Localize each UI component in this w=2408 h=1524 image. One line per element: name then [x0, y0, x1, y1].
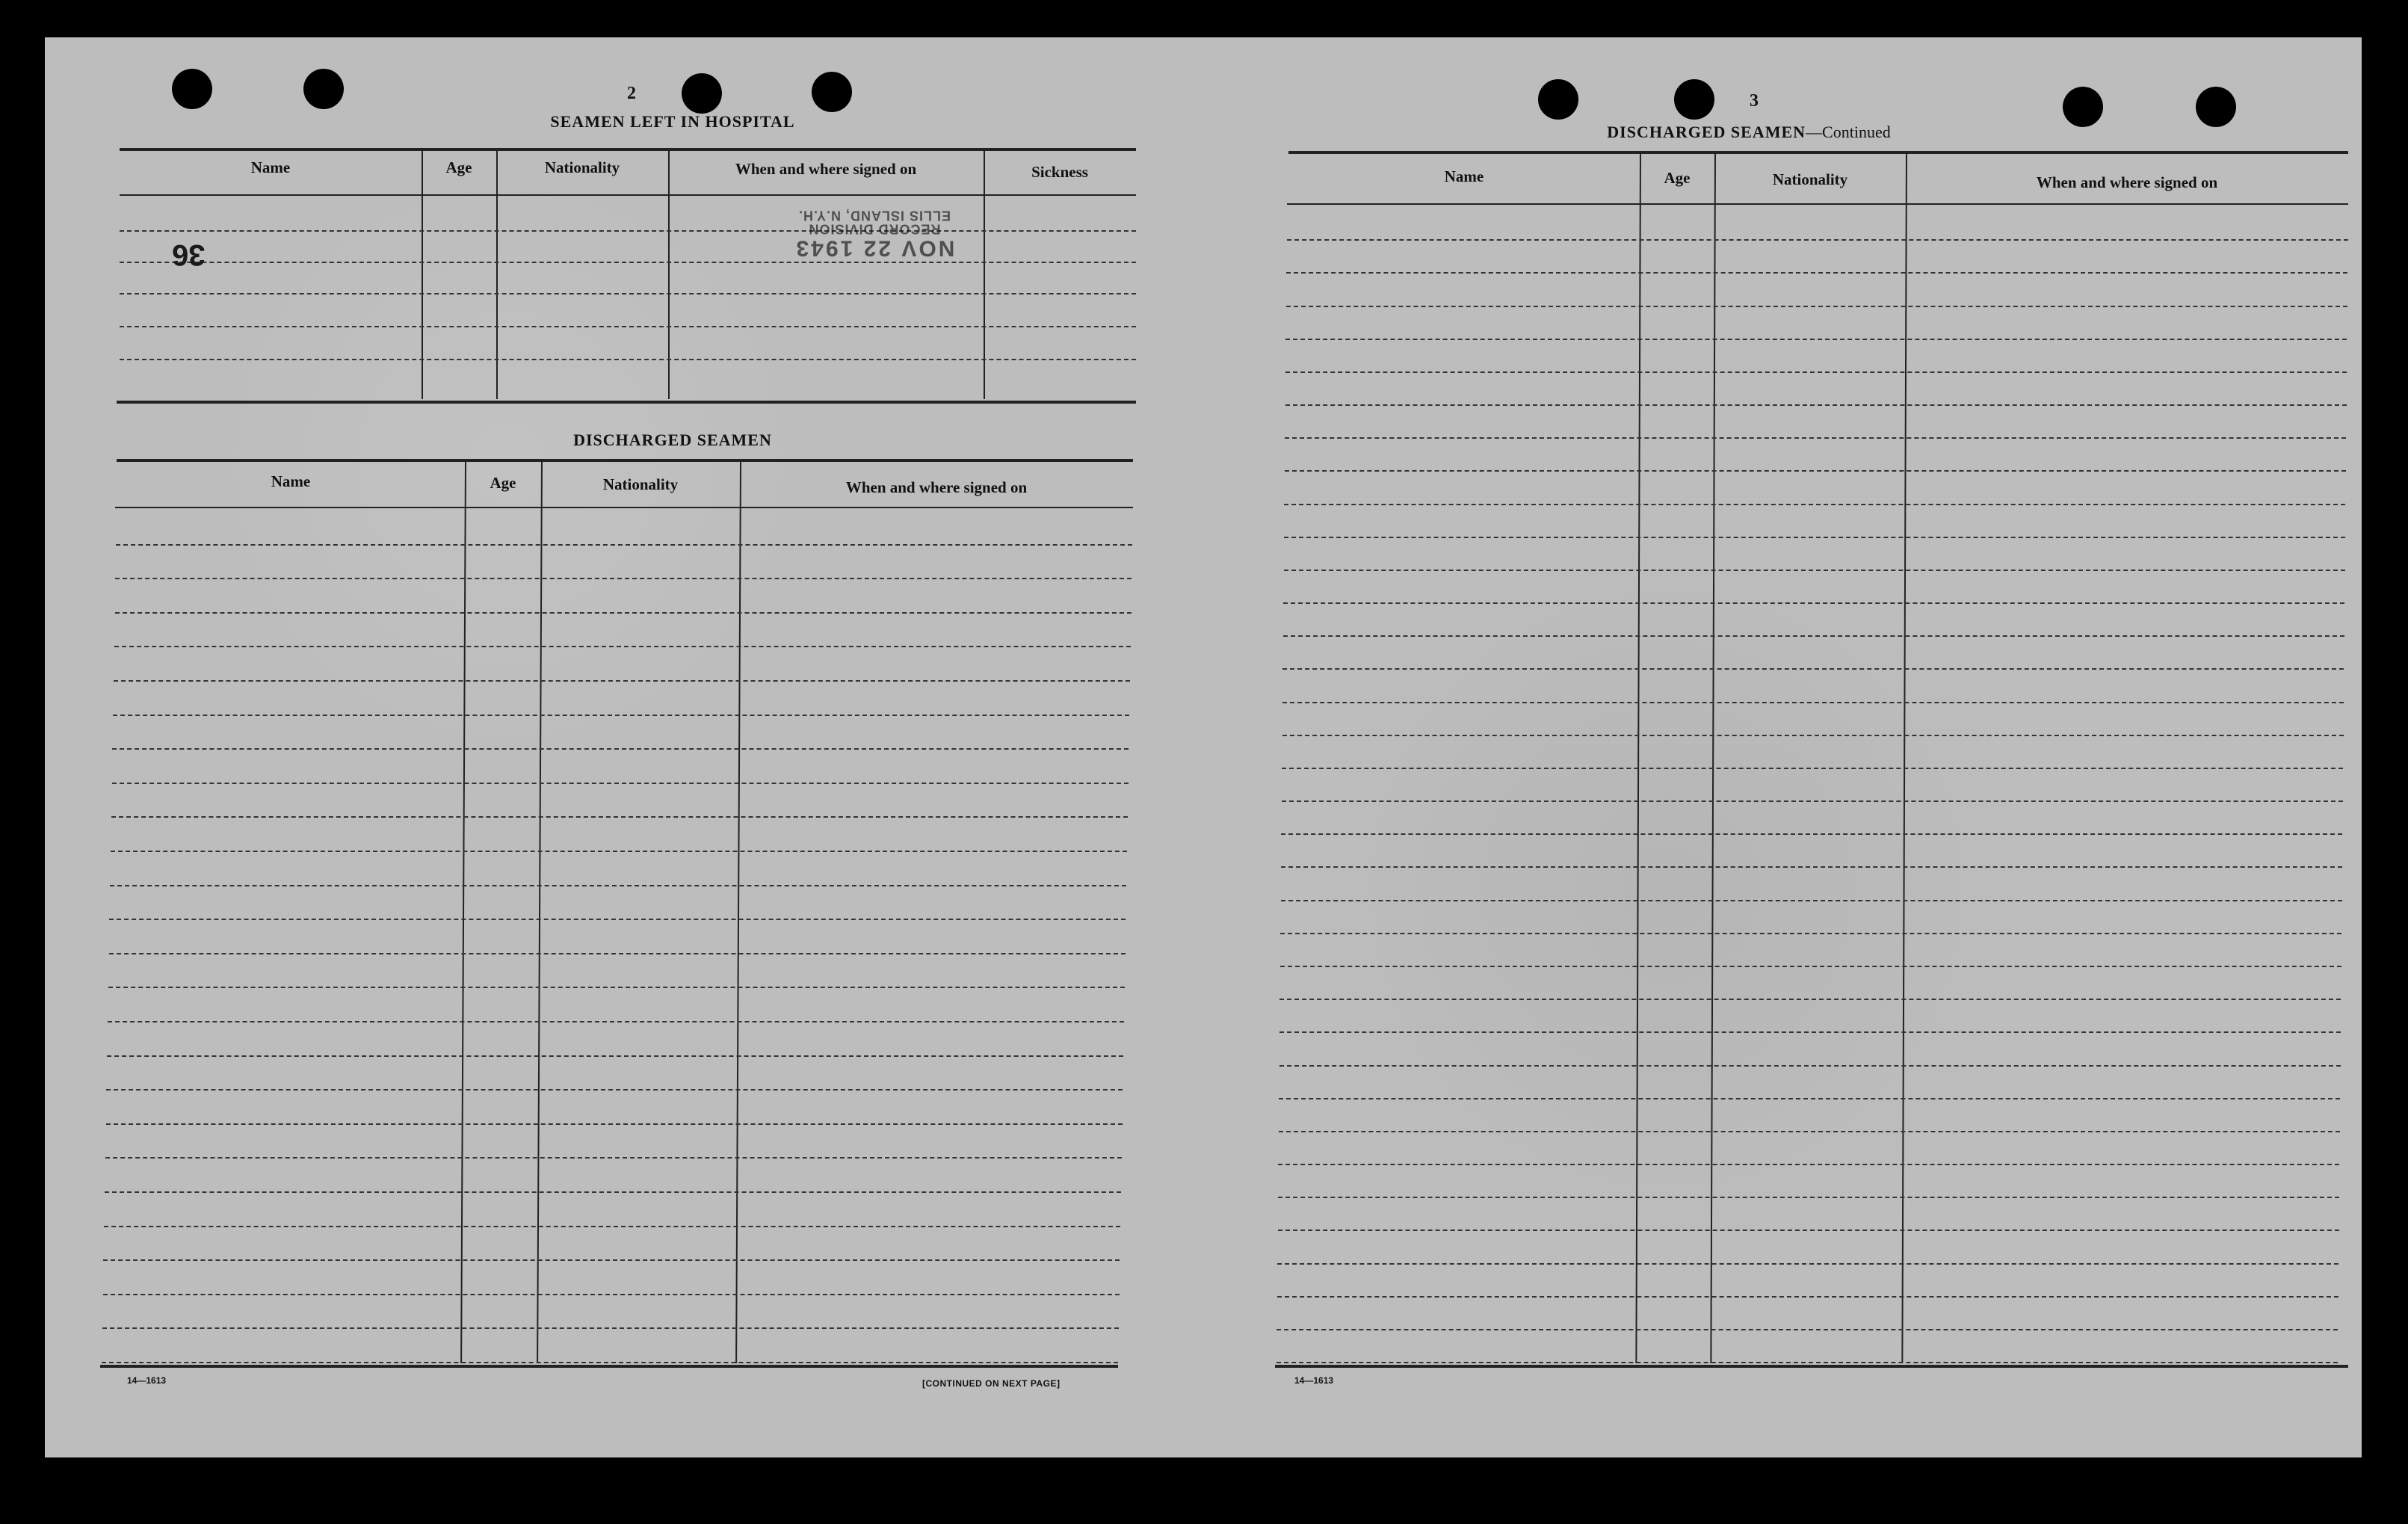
discharged-top-rule [117, 459, 1133, 462]
discharged-col-divider [735, 462, 741, 1363]
table-row-line [1278, 1197, 2339, 1198]
table-row-line [1278, 1164, 2339, 1165]
discharged-col-age: Age [490, 474, 516, 492]
continued-col-nationality: Nationality [1772, 170, 1848, 188]
table-row-line [111, 816, 1128, 818]
hospital-col-age: Age [445, 158, 472, 176]
continued-head-rule [1287, 203, 2348, 205]
table-row-line [105, 1191, 1121, 1193]
table-row-line [1279, 1065, 2341, 1067]
table-row-line [1285, 404, 2347, 406]
table-row-line [1279, 999, 2341, 1000]
form-number-left: 14—1613 [127, 1375, 167, 1386]
table-row-line [1284, 570, 2345, 571]
continued-bottom-rule [1275, 1365, 2348, 1368]
discharged-col-name: Name [271, 472, 311, 490]
table-row-line [1282, 800, 2343, 802]
table-row-line [1277, 1263, 2338, 1265]
table-row-line [1280, 966, 2341, 967]
punch-hole [2063, 87, 2103, 127]
hospital-section-title: SEAMEN LEFT IN HOSPITAL [550, 112, 795, 131]
table-row-line [102, 1362, 1118, 1363]
discharged-continued-title [1510, 123, 1988, 142]
table-row-line [110, 885, 1126, 886]
table-row-line [107, 1055, 1123, 1057]
handwritten-mark: 36 [172, 238, 206, 271]
table-row-line [102, 1327, 1119, 1329]
hospital-row-line [120, 293, 1136, 294]
table-row-line [1282, 735, 2344, 736]
table-row-line [1283, 635, 2344, 637]
punch-hole [2196, 87, 2236, 127]
received-stamp [747, 208, 1001, 259]
hospital-col-divider [668, 151, 670, 399]
table-row-line [1284, 504, 2345, 505]
discharged-section-title: DISCHARGED SEAMEN [573, 431, 772, 449]
table-row-line [103, 1294, 1120, 1295]
table-row-line [1283, 602, 2344, 604]
continued-col-age: Age [1664, 169, 1691, 187]
continued-col-signed-on: When and where signed on [2036, 173, 2218, 191]
table-row-line [104, 1226, 1120, 1227]
hospital-col-divider [422, 151, 423, 399]
punch-hole [682, 73, 722, 114]
stamp-line-1: RECORD DIVISION [808, 221, 941, 237]
table-row-line [115, 578, 1132, 579]
hospital-col-name: Name [250, 158, 291, 176]
table-row-line [106, 1089, 1123, 1090]
page-number-left: 2 [627, 84, 636, 103]
table-row-line [103, 1259, 1120, 1261]
table-row-line [1282, 768, 2343, 769]
table-row-line [1278, 1230, 2339, 1231]
table-row-line [111, 851, 1127, 852]
table-row-line [114, 646, 1131, 647]
table-row-line [1281, 900, 2342, 901]
table-row-line [109, 919, 1126, 920]
table-row-line [113, 715, 1129, 716]
table-row-line [1279, 1098, 2340, 1099]
punch-hole [303, 69, 344, 109]
table-row-line [116, 544, 1132, 546]
table-row-line [112, 748, 1129, 750]
hospital-row-line [120, 326, 1136, 327]
table-row-line [114, 680, 1130, 682]
punch-hole [812, 72, 852, 112]
table-row-line [108, 987, 1125, 988]
manifest-sheet [45, 37, 2362, 1457]
table-row-line [1285, 437, 2346, 439]
hospital-col-divider [984, 151, 985, 399]
hospital-col-sickness: Sickness [1031, 163, 1088, 181]
stamp-date: NOV 22 1943 [794, 235, 955, 261]
table-row-line [105, 1157, 1122, 1159]
page-number-right: 3 [1750, 91, 1759, 111]
table-row-line [1285, 339, 2347, 340]
discharged-col-nationality: Nationality [602, 475, 679, 493]
table-row-line [1281, 866, 2342, 868]
form-number-right: 14—1613 [1294, 1375, 1334, 1386]
discharged-head-rule [115, 507, 1133, 508]
discharged-continued-title-main: DISCHARGED SEAMEN [1607, 123, 1806, 141]
table-row-line [1282, 668, 2344, 670]
hospital-col-nationality: Nationality [544, 158, 620, 176]
table-row-line [108, 1021, 1124, 1022]
continued-col-divider [1635, 154, 1641, 1363]
hospital-col-signed-on: When and where signed on [735, 160, 917, 178]
continued-col-divider [1710, 154, 1716, 1363]
table-row-line [1282, 702, 2344, 703]
hospital-row-line [120, 262, 1136, 263]
table-row-line [1287, 239, 2348, 241]
discharged-col-signed-on: When and where signed on [845, 478, 1028, 496]
table-row-line [109, 953, 1126, 954]
punch-hole [1674, 79, 1714, 120]
table-row-line [1277, 1296, 2338, 1298]
hospital-bottom-rule [117, 401, 1136, 404]
table-row-line [1279, 1131, 2340, 1132]
table-row-line [1280, 933, 2341, 934]
table-row-line [1284, 537, 2345, 538]
table-row-line [1281, 833, 2342, 835]
table-row-line [1279, 1031, 2341, 1033]
hospital-col-divider [496, 151, 498, 399]
discharged-col-divider [537, 462, 543, 1363]
stamp-line-2: ELLIS ISLAND, N.Y.H. [797, 207, 951, 223]
table-row-line [1285, 371, 2347, 373]
table-row-line [1285, 470, 2346, 472]
punch-hole [172, 69, 212, 109]
continued-col-divider [1901, 154, 1907, 1363]
continued-note: [CONTINUED ON NEXT PAGE] [922, 1378, 1061, 1389]
continued-top-rule [1288, 151, 2348, 154]
table-row-line [1276, 1362, 2338, 1363]
continued-col-name: Name [1444, 167, 1484, 185]
table-row-line [1286, 272, 2347, 274]
table-row-line [1276, 1329, 2338, 1330]
table-row-line [115, 612, 1132, 614]
hospital-row-line [120, 359, 1136, 360]
table-row-line [112, 783, 1129, 784]
punch-hole [1538, 79, 1578, 120]
discharged-col-divider [460, 462, 466, 1363]
table-row-line [106, 1123, 1123, 1125]
discharged-bottom-rule [100, 1365, 1118, 1368]
discharged-continued-suffix: —Continued [1806, 123, 1891, 141]
table-row-line [1286, 306, 2347, 307]
